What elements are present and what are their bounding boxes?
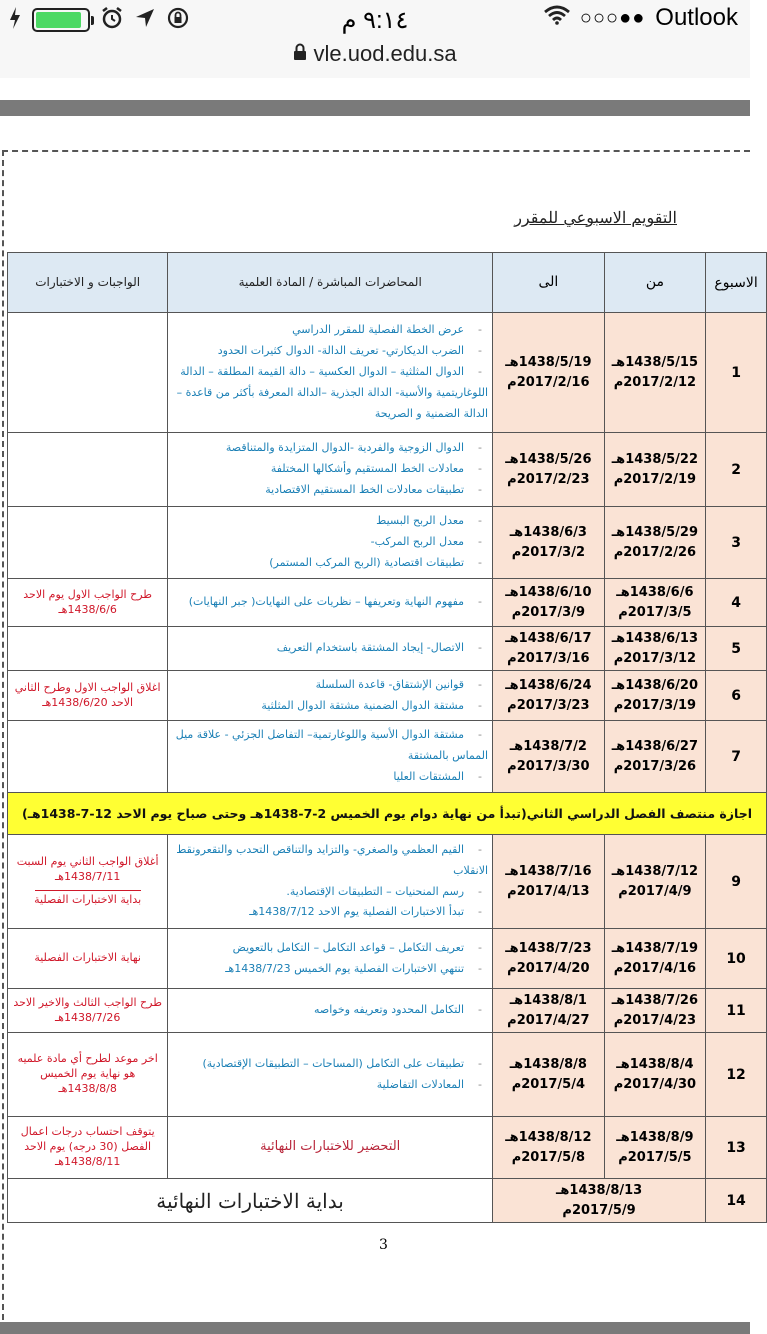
to-hijri: 1438/6/3هـ: [509, 525, 587, 540]
lecture-item: - تطبيقات معادلات الخط المستقيم الاقتصادية: [172, 480, 488, 501]
homework-cell: [8, 313, 168, 433]
midterm-break-row: [8, 793, 767, 835]
to-gregorian: 2017/3/16م: [507, 650, 590, 666]
viewer-top-divider: [0, 100, 750, 116]
from-date: [604, 721, 705, 793]
from-hijri: 1438/6/6هـ: [616, 585, 694, 600]
lectures-cell: [168, 1033, 493, 1117]
lectures-cell: [168, 929, 493, 989]
document-page: [2, 150, 758, 1320]
to-gregorian: 2017/4/27م: [507, 1012, 590, 1028]
table-row: [8, 929, 767, 989]
from-hijri: 1438/5/29هـ: [611, 525, 699, 540]
wifi-icon: [544, 4, 570, 32]
to-hijri: 1438/5/26هـ: [505, 452, 592, 467]
to-hijri: 1438/5/19هـ: [505, 355, 592, 370]
header-to: الى: [493, 253, 605, 313]
from-date: [604, 1117, 705, 1179]
week-number: 12: [706, 1033, 767, 1117]
lecture-item: - المعادلات التفاضلية: [172, 1075, 488, 1096]
lecture-item: - مشتقة الدوال الأسية واللوغارتمية– التفاضل الجزئي - علاقة ميل المماس بالمشتقة: [172, 725, 488, 767]
to-gregorian: 2017/4/20م: [507, 960, 590, 976]
page-title: التقويم الاسبوعي للمقرر: [514, 208, 677, 227]
table-row: [8, 507, 767, 579]
homework-text: طرح الواجب الاول يوم الاحد 1438/6/6هـ: [23, 587, 153, 616]
homework-text: أغلاق الواجب الثاني يوم السبت 1438/7/11هـ: [16, 854, 159, 883]
lectures-cell: [168, 1117, 493, 1179]
from-gregorian: 2017/5/9م: [562, 1202, 636, 1218]
to-gregorian: 2017/2/16م: [507, 374, 590, 390]
to-gregorian: 2017/5/8م: [511, 1149, 585, 1165]
homework-divider: [35, 890, 141, 891]
midterm-break-text: اجازة منتصف الفصل الدراسي الثاني(تبدأ من نهاية دوام يوم الخميس 2-7-1438هـ وحتى صباح يوم الاحد 12-7-1438هـ): [8, 793, 767, 835]
lecture-item: - الضرب الديكارتي- تعريف الدالة- الدوال كثيرات الحدود: [172, 341, 488, 362]
table-row: [8, 313, 767, 433]
from-date: [604, 1033, 705, 1117]
schedule-table: [7, 252, 767, 1223]
from-hijri: 1438/8/13هـ: [555, 1183, 643, 1198]
header-homework: الواجبات و الاختبارات: [8, 253, 168, 313]
week-number: 5: [706, 627, 767, 671]
table-header-row: [8, 253, 767, 313]
lecture-item: - معدل الربح البسيط: [172, 511, 488, 532]
homework-cell: [8, 721, 168, 793]
signal-strength: ○○○●●: [579, 6, 646, 29]
from-hijri: 1438/6/13هـ: [611, 631, 699, 646]
from-hijri: 1438/6/27هـ: [611, 739, 699, 754]
lecture-item: - مشتقة الدوال الضمنية مشتقة الدوال المثلثية: [172, 696, 488, 717]
lecture-item: - الاتصال- إيجاد المشتقة باستخدام التعريف: [172, 638, 488, 659]
lectures-cell: [168, 671, 493, 721]
final-week-row: [8, 1179, 767, 1223]
week-number: 1: [706, 313, 767, 433]
to-date: [493, 929, 605, 989]
from-hijri: 1438/5/15هـ: [611, 355, 699, 370]
url-bar[interactable]: [0, 40, 750, 78]
lecture-item: - الدوال المثلثية – الدوال العكسية – دالة القيمة المطلقة – الدالة اللوغاريتمية والأسية- الدالة الجذرية –الدالة المعرفة بأكثر من قاعدة – الدالة الضمنية و الصريحة: [172, 362, 488, 425]
header-lectures: المحاضرات المباشرة / المادة العلمية: [168, 253, 493, 313]
to-date: [493, 627, 605, 671]
from-date: [604, 671, 705, 721]
lecture-item: - معدل الربح المركب-: [172, 532, 488, 553]
to-gregorian: 2017/4/13م: [507, 883, 590, 899]
lectures-cell: [168, 721, 493, 793]
table-row: [8, 627, 767, 671]
lectures-cell: [168, 627, 493, 671]
lecture-item: - تعريف التكامل – قواعد التكامل – التكامل بالتعويض: [172, 938, 488, 959]
from-date: [604, 835, 705, 929]
to-date: [493, 579, 605, 627]
from-date: [493, 1179, 706, 1223]
homework-cell: [8, 1033, 168, 1117]
to-date: [493, 433, 605, 507]
table-row: [8, 989, 767, 1033]
to-hijri: 1438/7/2هـ: [509, 739, 587, 754]
lectures-cell: [168, 835, 493, 929]
week-number: 7: [706, 721, 767, 793]
to-hijri: 1438/8/12هـ: [505, 1130, 592, 1145]
url-text[interactable]: vle.uod.edu.sa: [313, 41, 457, 67]
from-hijri: 1438/8/9هـ: [616, 1130, 694, 1145]
lecture-item: - قوانين الإشتقاق- قاعدة السلسلة: [172, 675, 488, 696]
lecture-item: - عرض الخطة الفصلية للمقرر الدراسي: [172, 320, 488, 341]
from-gregorian: 2017/2/26م: [613, 544, 697, 560]
lecture-item: - تنتهي الاختبارات الفصلية يوم الخميس 1438/7/23هـ: [172, 959, 488, 980]
lectures-cell: [168, 579, 493, 627]
from-date: [604, 627, 705, 671]
from-gregorian: 2017/3/12م: [613, 650, 697, 666]
table-row: [8, 835, 767, 929]
week-number: 10: [706, 929, 767, 989]
to-hijri: 1438/6/24هـ: [505, 678, 592, 693]
from-date: [604, 989, 705, 1033]
to-date: [493, 721, 605, 793]
homework-text-2: بداية الاختبارات الفصلية: [34, 893, 142, 907]
lock-icon: [293, 41, 307, 67]
lecture-item: - معادلات الخط المستقيم وأشكالها المختلفة: [172, 459, 488, 480]
homework-cell: [8, 579, 168, 627]
lectures-cell: [168, 313, 493, 433]
header-from: من: [604, 253, 705, 313]
to-gregorian: 2017/3/23م: [507, 697, 590, 713]
from-gregorian: 2017/4/23م: [613, 1012, 697, 1028]
lecture-item: - المشتقات العليا: [172, 767, 488, 788]
lectures-cell: [168, 433, 493, 507]
from-date: [604, 579, 705, 627]
table-row: [8, 721, 767, 793]
from-date: [604, 929, 705, 989]
from-hijri: 1438/5/22هـ: [611, 452, 699, 467]
from-gregorian: 2017/2/12م: [613, 374, 697, 390]
homework-text: اخر موعد لطرح أي مادة علميه هو نهاية يوم الخميس 1438/8/8هـ: [17, 1052, 158, 1095]
from-date: [604, 313, 705, 433]
from-gregorian: 2017/3/19م: [613, 697, 697, 713]
header-week: الاسبوع: [706, 253, 767, 313]
to-date: [493, 1033, 605, 1117]
from-gregorian: 2017/4/16م: [613, 960, 697, 976]
homework-cell: [8, 989, 168, 1033]
week-number: 3: [706, 507, 767, 579]
from-gregorian: 2017/3/26م: [613, 758, 697, 774]
to-date: [493, 671, 605, 721]
lectures-cell: [168, 989, 493, 1033]
to-hijri: 1438/7/23هـ: [505, 941, 592, 956]
lecture-item: - تطبيقات على التكامل (المساحات – التطبيقات الإقتصادية): [172, 1054, 488, 1075]
status-bar: [0, 0, 750, 40]
week-number: 11: [706, 989, 767, 1033]
week-number: 4: [706, 579, 767, 627]
to-gregorian: 2017/3/30م: [507, 758, 590, 774]
from-gregorian: 2017/5/5م: [618, 1149, 692, 1165]
status-time: ٩:١٤ م: [341, 7, 409, 34]
to-hijri: 1438/6/10هـ: [505, 585, 592, 600]
homework-cell: [8, 929, 168, 989]
lecture-item: - رسم المنحنيات – التطبيقات الإقتصادية.: [172, 882, 488, 903]
status-right: [544, 4, 738, 32]
table-row: [8, 433, 767, 507]
table-row: [8, 1033, 767, 1117]
final-exams-text: بداية الاختبارات النهائية: [8, 1179, 493, 1223]
lecture-item: - الدوال الزوجية والفردية -الدوال المتزايدة والمتناقصة: [172, 438, 488, 459]
table-row: [8, 579, 767, 627]
lecture-item: - تبدأ الاختبارات الفصلية يوم الاحد 1438/7/12هـ: [172, 902, 488, 923]
from-hijri: 1438/8/4هـ: [616, 1057, 694, 1072]
week-number: 6: [706, 671, 767, 721]
from-date: [604, 507, 705, 579]
homework-cell: [8, 507, 168, 579]
week-number: 13: [706, 1117, 767, 1179]
lecture-item: - تطبيقات اقتصادية (الربح المركب المستمر): [172, 553, 488, 574]
to-hijri: 1438/6/17هـ: [505, 631, 592, 646]
from-hijri: 1438/7/26هـ: [611, 993, 699, 1008]
exam-prep-text: التحضير للاختبارات النهائية: [260, 1139, 401, 1155]
from-hijri: 1438/6/20هـ: [611, 678, 699, 693]
to-date: [493, 1117, 605, 1179]
to-date: [493, 313, 605, 433]
to-gregorian: 2017/2/23م: [507, 471, 590, 487]
homework-text: طرح الواجب الثالث والاخير الاحد 1438/7/26هـ: [13, 995, 162, 1024]
to-date: [493, 507, 605, 579]
lecture-item: - مفهوم النهاية وتعريفها – نظريات على النهايات( جبر النهايات): [172, 592, 488, 613]
to-gregorian: 2017/3/2م: [511, 544, 585, 560]
table-row: [8, 671, 767, 721]
to-hijri: 1438/7/16هـ: [505, 864, 592, 879]
lecture-item: - القيم العظمي والصغري- والتزايد والتناقص التحدب والتقعرونقط الانقلاب: [172, 840, 488, 882]
week-number: 14: [706, 1179, 767, 1223]
lectures-cell: [168, 507, 493, 579]
homework-text: اغلاق الواجب الاول وطرح الثاني الاحد 1438/6/20هـ: [14, 680, 161, 709]
to-gregorian: 2017/3/9م: [511, 604, 585, 620]
homework-cell: [8, 671, 168, 721]
homework-cell: [8, 835, 168, 929]
carrier-name: Outlook: [655, 4, 738, 31]
from-hijri: 1438/7/12هـ: [611, 864, 699, 879]
to-date: [493, 989, 605, 1033]
from-date: [604, 433, 705, 507]
table-body: [8, 313, 767, 1223]
to-hijri: 1438/8/8هـ: [509, 1057, 587, 1072]
week-number: 2: [706, 433, 767, 507]
from-gregorian: 2017/4/30م: [613, 1076, 697, 1092]
homework-cell: [8, 433, 168, 507]
viewer-bottom-divider: [0, 1322, 750, 1334]
lecture-item: - التكامل المحدود وتعريفه وخواصه: [172, 1000, 488, 1021]
homework-text: نهاية الاختبارات الفصلية: [34, 951, 141, 965]
from-hijri: 1438/7/19هـ: [611, 941, 699, 956]
from-gregorian: 2017/4/9م: [618, 883, 692, 899]
to-gregorian: 2017/5/4م: [511, 1076, 585, 1092]
homework-cell: [8, 1117, 168, 1179]
homework-cell: [8, 627, 168, 671]
to-date: [493, 835, 605, 929]
to-hijri: 1438/8/1هـ: [509, 993, 587, 1008]
table-row: [8, 1117, 767, 1179]
page-number: 3: [379, 1237, 388, 1253]
from-gregorian: 2017/3/5م: [618, 604, 692, 620]
homework-text: يتوقف احتساب درجات اعمال الفصل (30 درجه) يوم الاحد 1438/8/11هـ: [20, 1125, 155, 1168]
from-gregorian: 2017/2/19م: [613, 471, 697, 487]
week-number: 9: [706, 835, 767, 929]
